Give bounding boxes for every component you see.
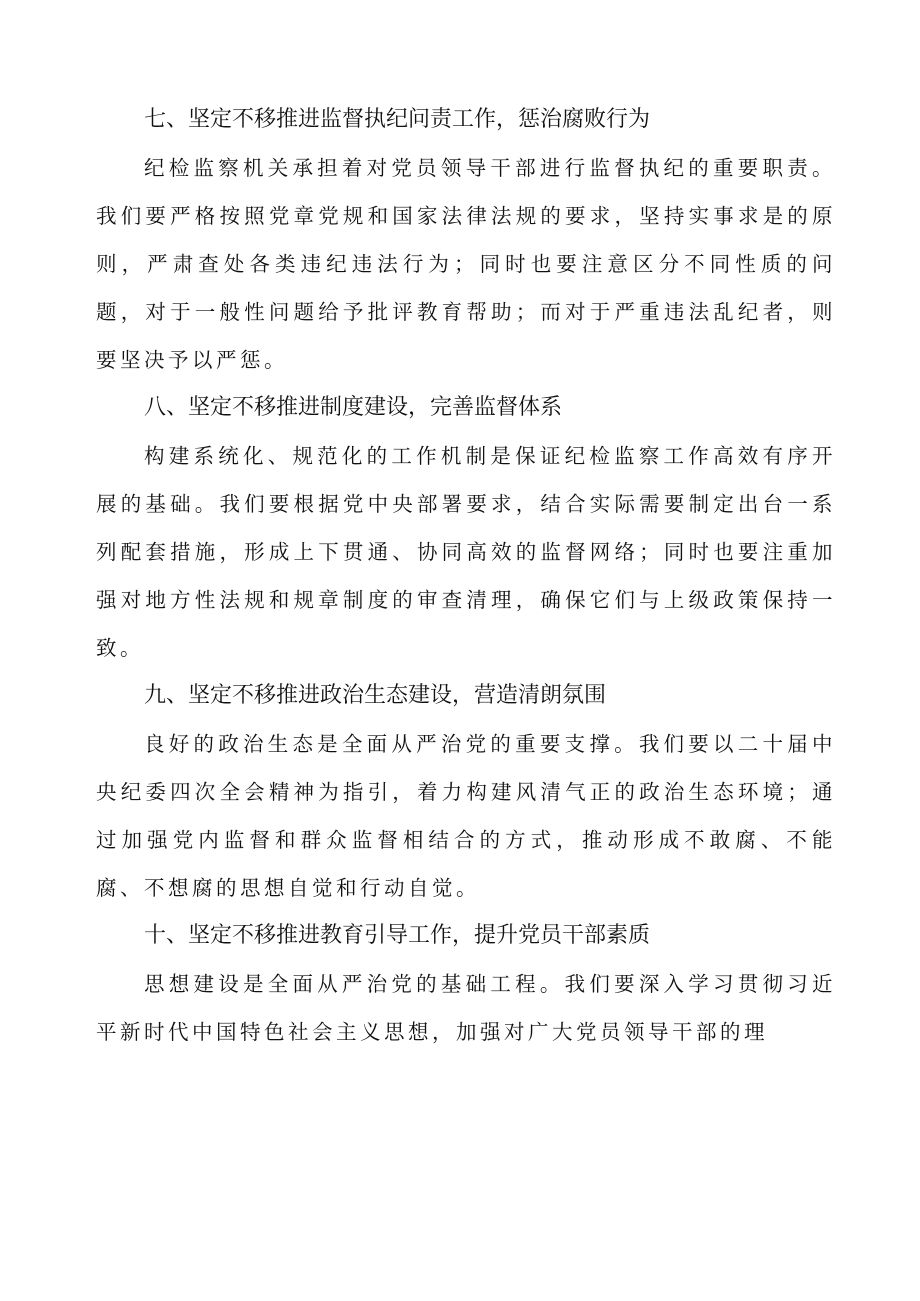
document-body [96,96,836,1056]
section-heading-9: 九、坚定不移推进政治生态建设，营造清朗氛围 [144,683,607,708]
section-heading-7: 七、坚定不移推进监督执纪问责工作，惩治腐败行为 [144,107,651,132]
section-heading-8: 八、坚定不移推进制度建设，完善监督体系 [144,395,563,420]
section-paragraph-9: 良好的政治生态是全面从严治党的重要支撑。我们要以二十届中央纪委四次全会精神为指引，着力构建风清气正的政治生态环境；通过加强党内监督和群众监督相结合的方式，推动形成不敢腐、不能腐、不想腐的思想自觉和行动自觉。 [96,732,836,900]
section-paragraph-10: 思想建设是全面从严治党的基础工程。我们要深入学习贯彻习近平新时代中国特色社会主义思想，加强对广大党员领导干部的理 [96,972,836,1044]
section-paragraph-8: 构建系统化、规范化的工作机制是保证纪检监察工作高效有序开展的基础。我们要根据党中央部署要求，结合实际需要制定出台一系列配套措施，形成上下贯通、协同高效的监督网络；同时也要注重加强对地方性法规和规章制度的审查清理，确保它们与上级政策保持一致。 [96,444,836,660]
section-paragraph-7: 纪检监察机关承担着对党员领导干部进行监督执纪的重要职责。我们要严格按照党章党规和国家法律法规的要求，坚持实事求是的原则，严肃查处各类违纪违法行为；同时也要注意区分不同性质的问题，对于一般性问题给予批评教育帮助；而对于严重违法乱纪者，则要坚决予以严惩。 [96,156,836,372]
section-heading-10: 十、坚定不移推进教育引导工作，提升党员干部素质 [144,923,651,948]
